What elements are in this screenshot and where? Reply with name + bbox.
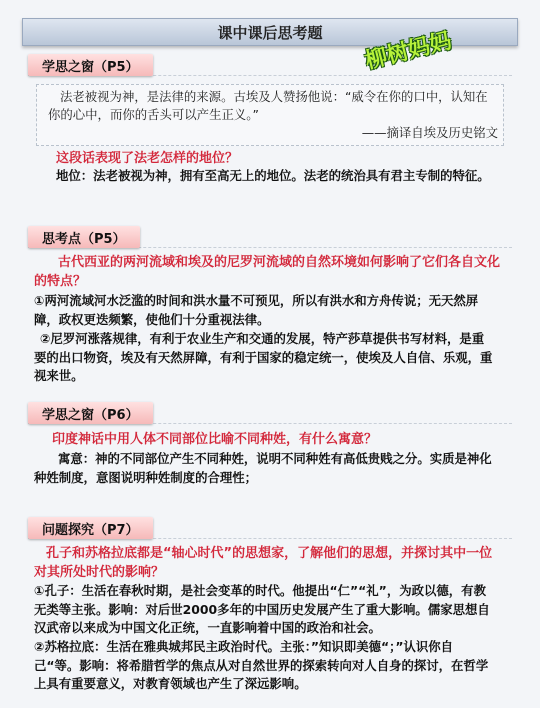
section-tag-sikaodian-p5: 思考点（P5）: [28, 226, 140, 248]
question-text: 这段话表现了法老怎样的地位？: [56, 151, 239, 166]
answer-text: ②尼罗河涨落规律，有利于农业生产和交通的发展，特产莎草提供书写材料，是重要的出口物资，埃及有天然屏障，有利于国家的稳定统一，使埃及人自信、乐观，重视来世。: [34, 331, 493, 383]
answer-text: 寓意：神的不同部位产生不同种姓，说明不同种姓有高低贵贱之分。实质是神化种姓制度，意图说明种姓制度的合理性；: [34, 451, 492, 485]
page-title: 课中课后思考题: [22, 18, 518, 46]
answer-text: ①两河流域河水泛滥的时间和洪水量不可预见，所以有洪水和方舟传说；无天然屏障，政权更迭频繁，使他们十分重视法律。: [34, 293, 479, 327]
watermark-stamp: 柳树妈妈: [362, 27, 455, 75]
section-tag-xuesi-p5: 学思之窗（P5）: [28, 54, 153, 76]
section-tag-xuesi-p6: 学思之窗（P6）: [28, 402, 153, 424]
quote-text: 法老被视为神，是法律的来源。古埃及人赞扬他说：“威令在你的口中，认知在你的心中，而你的舌头可以产生正义。”: [48, 89, 488, 122]
section-tag-wenti-p7: 问题探究（P7）: [28, 517, 153, 539]
question-text: 古代西亚的两河流域和埃及的尼罗河流域的自然环境如何影响了它们各自文化的特点？: [34, 255, 501, 289]
answer-text: ②苏格拉底：生活在雅典城邦民主政治时代。主张：”知识即美德“；”认识你自己“等。影响：将希腊哲学的焦点从对自然世界的探索转向对人自身的探讨，在哲学上具有重要意义，对教育领域也产生了深远影响。: [34, 639, 489, 691]
question-text: 孔子和苏格拉底都是“轴心时代”的思想家，了解他们的思想，并探讨其中一位对其所处时代的影响？: [34, 546, 493, 580]
quote-source: ——摘译自埃及历史铭文: [361, 125, 498, 140]
answer-text: 地位：法老被视为神，拥有至高无上的地位。法老的统治具有君主专制的特征。: [56, 168, 490, 183]
answer-text: ①孔子：生活在春秋时期，是社会变革的时代。他提出“仁”“礼”，为政以德，有教无类等主张。影响：对后世2000多年的中国历史发展产生了重大影响。儒家思想自汉武帝以来成为中国文化正统，一直影响着中国的政治和社会。: [34, 583, 490, 635]
question-text: 印度神话中用人体不同部位比喻不同种姓，有什么寓意？: [52, 432, 378, 447]
